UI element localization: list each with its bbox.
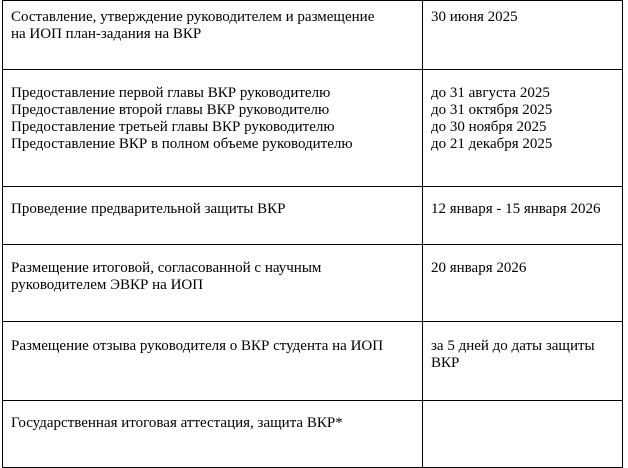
table-row — [3, 322, 623, 401]
stage-text: Размещение отзыва руководителя о ВКР студента на ИОП — [11, 338, 384, 354]
stage-text: Проведение предварительной защиты ВКР — [11, 201, 286, 217]
deadline-cell — [423, 187, 623, 245]
stage-text: Предоставление ВКР в полном объеме руководителю — [11, 136, 353, 152]
stage-text: Размещение итоговой, согласованной с научным — [11, 260, 322, 276]
stage-text: Составление, утверждение руководителем и размещение — [11, 9, 375, 25]
stage-text: Государственная итоговая аттестация, защита ВКР* — [11, 415, 343, 431]
deadline-text: до 31 октября 2025 — [431, 102, 553, 118]
deadline-text: до 21 декабря 2025 — [431, 136, 553, 152]
stage-cell — [3, 401, 423, 468]
stage-text: руководителем ЭВКР на ИОП — [11, 277, 204, 293]
table-row — [3, 401, 623, 468]
stage-text: Предоставление третьей главы ВКР руководителю — [11, 119, 335, 135]
table-row — [3, 1, 623, 70]
table-row — [3, 70, 623, 187]
stage-cell — [3, 1, 423, 70]
table-row — [3, 187, 623, 245]
stage-cell — [3, 245, 423, 322]
deadline-cell — [423, 401, 623, 468]
schedule-table — [2, 0, 623, 468]
stage-cell — [3, 70, 423, 187]
deadline-text: 12 января - 15 января 2026 — [431, 201, 601, 217]
deadline-text: 30 июня 2025 — [431, 9, 518, 25]
deadline-text: до 30 ноября 2025 — [431, 119, 547, 135]
deadline-text: 20 января 2026 — [431, 260, 527, 276]
deadline-cell — [423, 322, 623, 401]
stage-text: на ИОП план-задания на ВКР — [11, 26, 202, 42]
deadline-cell — [423, 70, 623, 187]
stage-cell — [3, 322, 423, 401]
deadline-text: за 5 дней до даты защиты — [431, 338, 595, 354]
deadline-text: ВКР — [431, 355, 460, 371]
table-row — [3, 245, 623, 322]
stage-text: Предоставление второй главы ВКР руководителю — [11, 102, 330, 118]
stage-cell — [3, 187, 423, 245]
deadline-text: до 31 августа 2025 — [431, 85, 550, 101]
deadline-cell — [423, 245, 623, 322]
stage-text: Предоставление первой главы ВКР руководителю — [11, 85, 331, 101]
deadline-cell — [423, 1, 623, 70]
